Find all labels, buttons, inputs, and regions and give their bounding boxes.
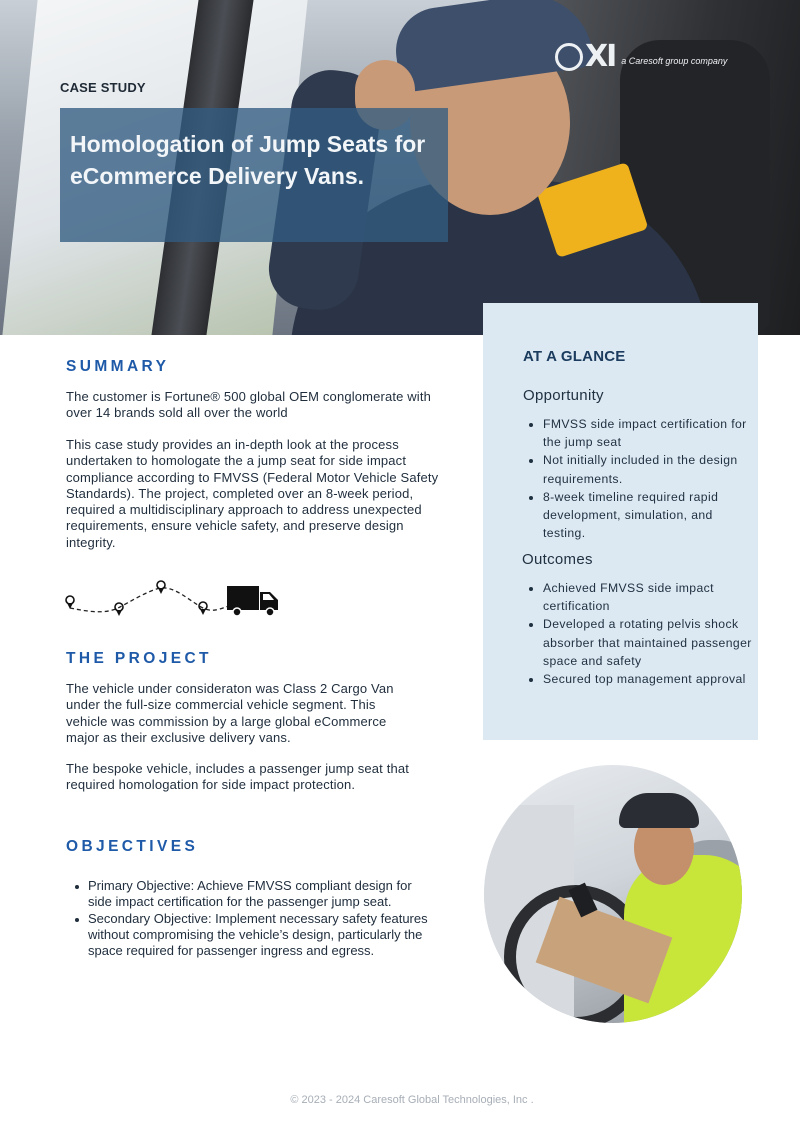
opportunity-list	[523, 415, 758, 542]
summary-paragraph-1: The customer is Fortune® 500 global OEM conglomerate with over 14 brands sold all over the world	[66, 389, 431, 421]
glance-heading: AT A GLANCE	[523, 348, 626, 365]
list-item: Achieved FMVSS side impact certification	[543, 579, 758, 615]
list-item: Secondary Objective: Implement necessary safety features without compromising the vehicle’s design, particularly the space required for passenger ingress and egress.	[88, 910, 428, 959]
map-pin-icon	[115, 603, 123, 616]
list-item: FMVSS side impact certification for the jump seat	[543, 415, 758, 451]
outcomes-heading: Outcomes	[522, 551, 593, 568]
list-item: 8-week timeline required rapid development, simulation, and testing.	[543, 488, 758, 543]
worker-cap	[619, 793, 699, 828]
objectives-heading: OBJECTIVES	[66, 838, 199, 855]
list-item: Secured top management approval	[543, 670, 758, 688]
opportunity-heading: Opportunity	[523, 387, 604, 404]
project-paragraph-2: The bespoke vehicle, includes a passenger jump seat that required homologation for side impact protection.	[66, 761, 409, 793]
page-title: Homologation of Jump Seats for eCommerce Delivery Vans.	[70, 131, 426, 189]
list-item: Developed a rotating pelvis shock absorber that maintained passenger space and safety	[543, 615, 758, 670]
list-item: Not initially included in the design requirements.	[543, 451, 758, 487]
list-item: Primary Objective: Achieve FMVSS compliant design for side impact certification for the passenger jump seat.	[88, 878, 428, 911]
project-paragraph-1: The vehicle under consideraton was Class 2 Cargo Van under the full-size commercial vehicle segment. This vehicle was commission by a large global eCommerce major as their exclusive delivery vans.	[66, 681, 394, 745]
outcomes-list	[523, 579, 758, 688]
at-a-glance-panel	[483, 303, 758, 740]
delivery-worker-photo	[484, 765, 742, 1023]
summary-paragraph-2: This case study provides an in-depth look at the process undertaken to homologate the a jump seat for side impact compliance according to FMVSS (Federal Motor Vehicle Safety Standards). The project, completed over an 8-week period, required a multidisciplinary approach to address unexpected requirements, ensure vehicle safety, and preserve design integrity.	[66, 437, 439, 550]
objectives-list	[70, 878, 428, 959]
title-box	[60, 108, 448, 242]
delivery-truck-icon	[227, 586, 278, 616]
map-pin-icon	[66, 596, 74, 609]
case-study-label: CASE STUDY	[60, 80, 146, 95]
globe-icon	[555, 43, 583, 71]
company-logo	[555, 38, 765, 74]
map-pin-icon	[157, 581, 165, 594]
project-heading: THE PROJECT	[66, 650, 212, 667]
footer-copyright: © 2023 - 2024 Caresoft Global Technologies, Inc .	[290, 1094, 534, 1106]
summary-heading: SUMMARY	[66, 358, 170, 375]
logo-mark: XI	[555, 39, 615, 74]
logo-tagline: a Caresoft group company	[621, 56, 728, 66]
delivery-route-illustration	[60, 578, 285, 628]
